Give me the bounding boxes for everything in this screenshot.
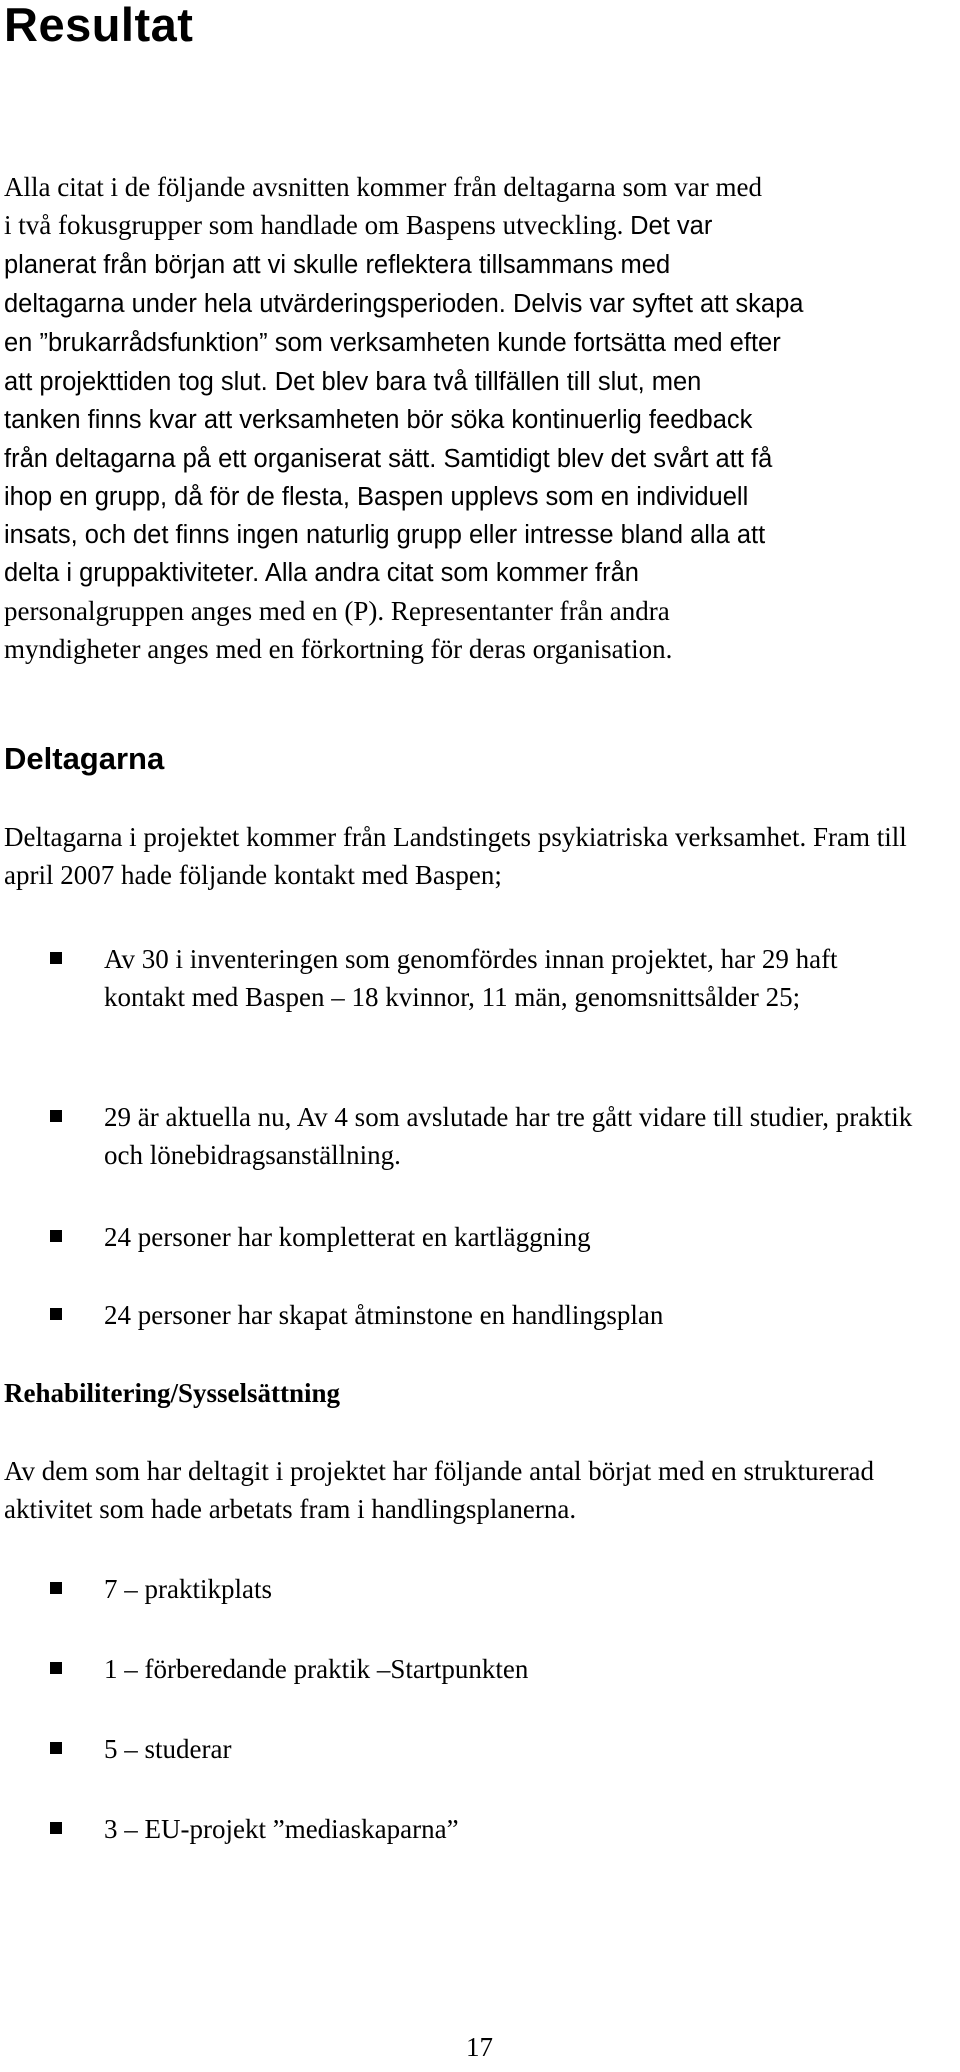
text-run-sans: att projekttiden tog slut. [4, 368, 268, 396]
text-run-sans: Det blev bara två tillfällen till slut, men [267, 368, 702, 396]
text-run-sans: delta i gruppaktiviteter. Alla andra citat som kommer från [4, 559, 639, 587]
text-run: Alla citat i de följande avsnitten kommer från deltagarna som var med [4, 172, 762, 202]
text-run: myndigheter anges med en förkortning för deras organisation. [4, 634, 673, 664]
page-title: Resultat [4, 0, 194, 51]
intro-line [4, 592, 958, 630]
section-heading-rehab: Rehabilitering/Sysselsättning [4, 1378, 341, 1408]
square-bullet-icon [50, 1742, 62, 1754]
list-item-text: 1 – förberedande praktik –Startpunkten [104, 1654, 529, 1684]
list-item-text: 5 – studerar [104, 1734, 232, 1764]
square-bullet-icon [50, 1662, 62, 1674]
intro-line [4, 439, 958, 478]
square-bullet-icon [50, 1582, 62, 1594]
intro-line [4, 478, 958, 516]
intro-line [4, 554, 958, 592]
text-run-sans: ihop en grupp, då för de flesta, Baspen upplevs som en individuell [4, 483, 749, 511]
text-run-sans: tanken finns kvar att verksamheten bör söka kontinuerlig feedback [4, 406, 753, 434]
intro-line [4, 284, 958, 323]
text-run-sans: deltagarna under hela utvärderingsperioden. Delvis var syftet att skapa [4, 290, 804, 318]
rehab-paragraph: Av dem som har deltagit i projektet har följande antal börjat med en strukturerad aktivitet som hade arbetats fram i handlingsplanerna. [4, 1456, 874, 1524]
list-item-text: 3 – EU-projekt ”mediaskaparna” [104, 1814, 459, 1844]
text-run-sans: Det var [630, 212, 713, 240]
deltagarna-paragraph: Deltagarna i projektet kommer från Landstingets psykiatriska verksamhet. Fram till april 2007 hade följande kontakt med Baspen; [4, 822, 907, 890]
list-item-text: 24 personer har skapat åtminstone en handlingsplan [104, 1300, 664, 1330]
intro-line [4, 323, 958, 362]
square-bullet-icon [50, 952, 62, 964]
intro-line [4, 245, 958, 284]
intro-line [4, 168, 958, 206]
list-item-text: Av 30 i inventeringen som genomfördes innan projektet, har 29 haft kontakt med Baspen – 18 kvinnor, 11 män, genomsnittsålder 25; [104, 944, 838, 1012]
intro-paragraph [4, 168, 958, 668]
intro-line [4, 401, 958, 439]
text-run-sans: en ”brukarrådsfunktion” som verksamheten kunde fortsätta med efter [4, 329, 781, 357]
text-run: personalgruppen anges med en (P). Representanter från andra [4, 596, 670, 626]
list-item-text: 24 personer har kompletterat en kartläggning [104, 1222, 591, 1252]
text-run-sans: planerat från början att vi skulle reflektera tillsammans med [4, 251, 671, 279]
list-item-text: 7 – praktikplats [104, 1574, 272, 1604]
intro-line [4, 206, 958, 245]
section-heading-deltagarna: Deltagarna [4, 741, 165, 776]
square-bullet-icon [50, 1230, 62, 1242]
square-bullet-icon [50, 1822, 62, 1834]
intro-line [4, 362, 958, 401]
page-number: 17 [466, 2032, 493, 2062]
text-run-sans: insats, och det finns ingen naturlig grupp eller intresse bland alla att [4, 521, 766, 549]
text-run: i två fokusgrupper som handlade om Baspens utveckling. [4, 210, 631, 240]
text-run-sans: från deltagarna på ett organiserat sätt. Samtidigt blev det svårt att få [4, 445, 773, 473]
list-item-text: 29 är aktuella nu, Av 4 som avslutade har tre gått vidare till studier, praktik och lönebidragsanställning. [104, 1102, 913, 1170]
square-bullet-icon [50, 1308, 62, 1320]
intro-line [4, 516, 958, 554]
intro-line [4, 630, 958, 668]
square-bullet-icon [50, 1110, 62, 1122]
